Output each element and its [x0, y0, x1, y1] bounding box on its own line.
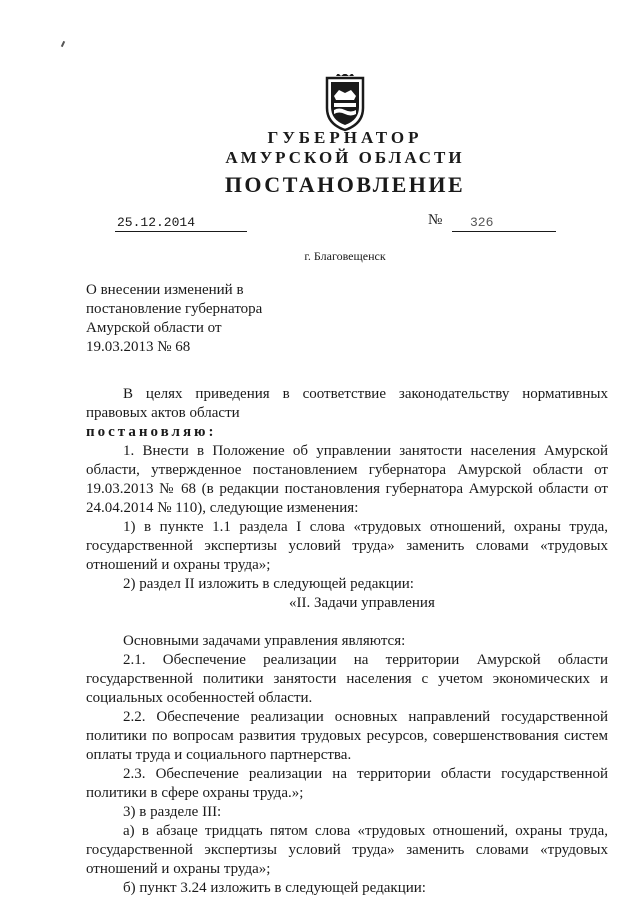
subject-line: Амурской области от	[86, 320, 222, 336]
subject-block	[86, 281, 262, 357]
body-line: отношений и охраны труда»;	[86, 861, 271, 877]
body-line: области, утвержденное постановлением губернатора Амурской области от	[86, 462, 608, 478]
body-line: В целях приведения в соответствие законодательству нормативных	[123, 386, 608, 402]
body-line: правовых актов области	[86, 405, 240, 421]
body-line: 2) раздел II изложить в следующей редакции:	[123, 576, 414, 592]
body-line: оплаты труда и социального партнерства.	[86, 747, 352, 763]
governor-title: ГУБЕРНАТОР	[267, 128, 423, 147]
body-line: а) в абзаце тридцать пятом слова «трудовых отношений, охраны труда,	[123, 823, 608, 839]
city-line: г. Благовещенск	[304, 249, 386, 263]
body-line: 1. Внести в Положение об управлении занятости населения Амурской	[123, 443, 608, 459]
body-line: политики в сфере охраны труда.»;	[86, 785, 304, 801]
body-line: отношений и охраны труда»;	[86, 557, 271, 573]
subject-line: постановление губернатора	[86, 301, 263, 317]
body-line: государственной экспертизы условий труда» заменить словами «трудовых	[86, 842, 608, 858]
body-line: политики по вопросам развития трудовых ресурсов, совершенствования систем	[86, 728, 608, 744]
document-type-title: ПОСТАНОВЛЕНИЕ	[224, 172, 466, 197]
document-body	[86, 385, 608, 898]
subject-line: 19.03.2013 № 68	[86, 339, 191, 355]
body-line: Основными задачами управления являются:	[123, 633, 406, 649]
body-line: 19.03.2013 № 68 (в редакции постановления губернатора Амурской области от	[86, 481, 608, 497]
section-title: «II. Задачи управления	[289, 595, 435, 611]
body-line: 2.2. Обеспечение реализации основных направлений государственной	[123, 709, 608, 725]
scan-mark	[61, 41, 65, 47]
subject-line: О внесении изменений в	[86, 282, 244, 298]
body-line: б) пункт 3.24 изложить в следующей редакции:	[123, 880, 426, 896]
number-sign: №	[428, 212, 443, 228]
decree-word: постановляю:	[86, 424, 217, 440]
coat-of-arms-icon	[322, 74, 368, 132]
body-line: 1) в пункте 1.1 раздела I слова «трудовых отношений, охраны труда,	[123, 519, 608, 535]
body-line: 24.04.2014 № 110), следующие изменения:	[86, 500, 359, 516]
region-title: АМУРСКОЙ ОБЛАСТИ	[225, 148, 465, 167]
document-date: 25.12.2014	[115, 214, 247, 232]
body-line: 2.1. Обеспечение реализации на территории Амурской области	[123, 652, 608, 668]
body-line: государственной экспертизы условий труда» заменить словами «трудовых	[86, 538, 608, 554]
body-line: 3) в разделе III:	[123, 804, 222, 820]
body-line: государственной политики занятости населения с учетом экономических и	[86, 671, 608, 687]
document-number: 326	[452, 214, 556, 232]
body-line: 2.3. Обеспечение реализации на территории области государственной	[123, 766, 608, 782]
body-line: социальных особенностей области.	[86, 690, 313, 706]
